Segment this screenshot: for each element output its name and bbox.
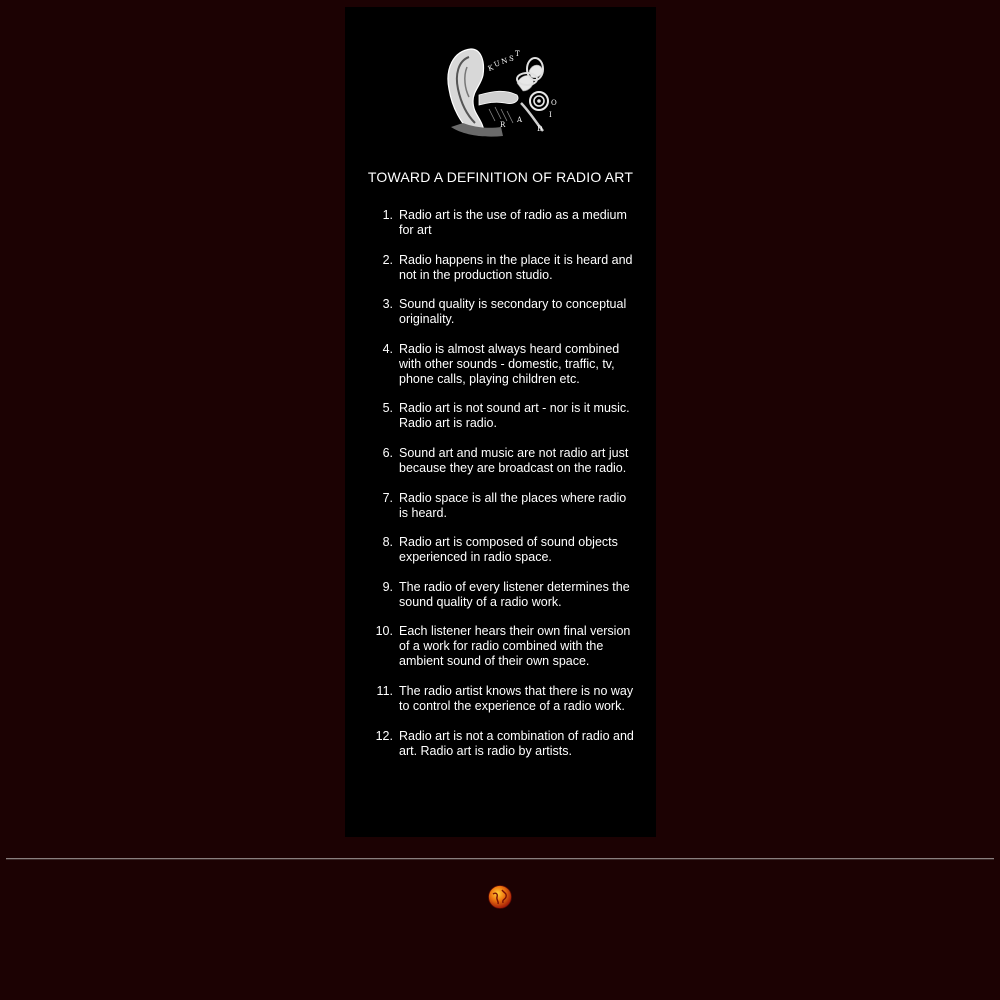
- list-item-text: Radio space is all the places where radio is heard.: [399, 490, 627, 520]
- definition-list: [371, 208, 637, 773]
- list-item-number: 7.: [382, 490, 393, 505]
- list-item-number: 3.: [382, 297, 393, 312]
- list-item-text: Radio art is not a combination of radio and art. Radio art is radio by artists.: [399, 728, 634, 758]
- list-item: [371, 401, 637, 431]
- list-item: [371, 624, 637, 669]
- list-item-text: The radio artist knows that there is no way to control the experience of a radio work.: [399, 683, 634, 713]
- list-item-text: Radio art is the use of radio as a medium for art: [399, 208, 627, 237]
- svg-text:K: K: [486, 63, 495, 73]
- list-item-number: 2.: [382, 252, 393, 267]
- list-item-number: 11.: [376, 683, 393, 698]
- home-globe-icon[interactable]: [488, 885, 512, 909]
- list-item: [371, 580, 637, 610]
- list-item: [371, 253, 637, 283]
- list-item: [371, 446, 637, 476]
- list-item-text: Sound art and music are not radio art just because they are broadcast on the radio.: [399, 445, 629, 475]
- svg-text:S: S: [509, 55, 514, 63]
- horizontal-rule: [6, 858, 994, 860]
- page-title: TOWARD A DEFINITION OF RADIO ART: [367, 169, 634, 185]
- list-item: [371, 491, 637, 521]
- svg-text:T: T: [515, 50, 520, 58]
- content-panel: [345, 7, 656, 837]
- list-item-number: 8.: [382, 535, 393, 550]
- list-item-number: 10.: [375, 624, 393, 639]
- list-item-text: Radio happens in the place it is heard and not in the production studio.: [399, 252, 633, 282]
- list-item-number: 1.: [382, 208, 393, 222]
- list-item-text: The radio of every listener determines the sound quality of a radio work.: [399, 579, 630, 609]
- svg-text:A: A: [517, 116, 523, 124]
- list-item-text: Radio art is not sound art - nor is it music. Radio art is radio.: [399, 401, 630, 431]
- ear-anatomy-icon: [443, 39, 563, 139]
- list-item: [371, 729, 637, 759]
- svg-text:O: O: [551, 99, 557, 107]
- svg-text:U: U: [492, 59, 502, 69]
- list-item-number: 5.: [382, 401, 393, 416]
- svg-text:D: D: [537, 125, 543, 133]
- list-item-text: Sound quality is secondary to conceptual originality.: [399, 297, 627, 327]
- svg-text:N: N: [500, 56, 509, 66]
- list-item-text: Radio art is composed of sound objects experienced in radio space.: [399, 535, 618, 565]
- list-item: [371, 535, 637, 565]
- list-item-number: 4.: [382, 341, 393, 356]
- list-item-number: 12.: [375, 728, 393, 743]
- svg-text:I: I: [549, 111, 552, 119]
- list-item: [371, 342, 637, 387]
- svg-text:R: R: [500, 121, 506, 129]
- list-item-number: 9.: [382, 579, 393, 594]
- list-item: [371, 684, 637, 714]
- list-item-text: Radio is almost always heard combined with other sounds - domestic, traffic, tv, phone calls, playing children etc.: [399, 341, 620, 386]
- list-item-text: Each listener hears their own final version of a work for radio combined with the ambient sound of their own space.: [399, 624, 631, 669]
- list-item-number: 6.: [382, 445, 393, 460]
- list-item: [371, 208, 637, 238]
- list-item: [371, 297, 637, 327]
